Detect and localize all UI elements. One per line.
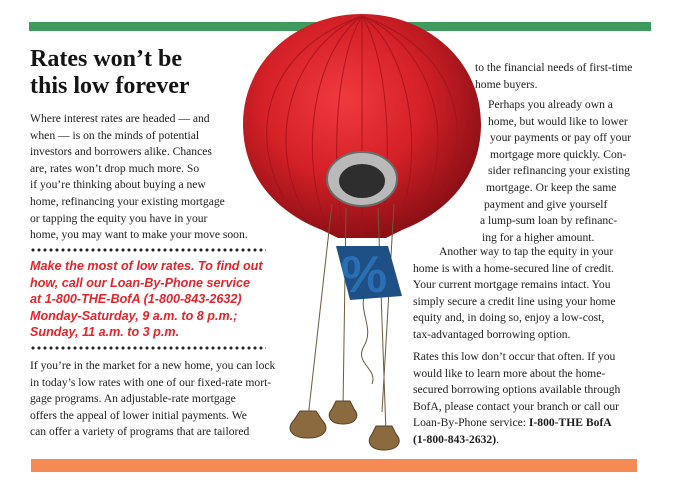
sandbag-icon xyxy=(369,426,399,450)
promo-line: Monday-Saturday, 9 a.m. to 8 p.m.; xyxy=(30,308,238,323)
headline-line-1: Rates won’t be xyxy=(30,46,182,72)
percent-icon xyxy=(336,246,402,304)
fixed-rate-line: If you’re in the market for a new home, you can lock xyxy=(30,359,276,372)
rates-line: Rates this low don’t occur that often. If you xyxy=(413,350,616,363)
intro-line: Where interest rates are headed — and xyxy=(30,112,210,125)
equity-line: simply secure a credit line using your home xyxy=(413,294,616,308)
fixed-rate-line: offers the appeal of lower initial payments. We xyxy=(30,408,247,422)
fixed-rate-line: in today’s low rates with one of our fixed-rate mort- xyxy=(30,375,272,389)
sandbag-icon xyxy=(290,411,326,438)
refi-line: home, but would like to lower xyxy=(488,114,628,128)
refi-line: mortgage more quickly. Con- xyxy=(490,147,627,161)
promo-line: how, call our Loan-By-Phone service xyxy=(30,275,250,290)
phone-period: . xyxy=(496,432,499,446)
refi-line: mortgage. Or keep the same xyxy=(486,180,617,194)
fixed-rate-line: gage programs. An adjustable-rate mortgage xyxy=(30,392,236,406)
refi-line: sider refinancing your existing xyxy=(488,164,630,178)
refi-line: ing for a higher amount. xyxy=(482,230,595,244)
refi-line: Perhaps you already own a xyxy=(488,98,613,111)
dotted-divider-top xyxy=(30,248,266,252)
phone-vanity: I-800-THE BofA xyxy=(528,416,612,430)
bottom-orange-rule xyxy=(31,459,637,472)
promo-line: Make the most of low rates. To find out xyxy=(30,259,263,273)
first-time-buyers-text xyxy=(475,60,632,93)
promo-line: Sunday, 11 a.m. to 3 p.m. xyxy=(30,325,180,340)
rates-line: Loan-By-Phone service: xyxy=(413,416,529,430)
intro-paragraph xyxy=(30,111,270,244)
rates-line: BofA, please contact your branch or call our xyxy=(413,399,620,413)
equity-line: Your current mortgage remains intact. You xyxy=(413,278,611,292)
sandbag-group xyxy=(290,401,399,450)
rates-line: would like to learn more about the home- xyxy=(413,366,606,380)
refi-line: a lump-sum loan by refinanc- xyxy=(480,214,618,228)
percent-symbol: % xyxy=(340,246,388,304)
phone-number: (1-800-843-2632) xyxy=(413,432,497,446)
headline-line-2: this low forever xyxy=(30,73,190,99)
balloon-opening xyxy=(339,164,385,198)
intro-line: home, refinancing your existing mortgage xyxy=(30,194,225,208)
fixed-rate-line: can offer a variety of programs that are tailored xyxy=(30,425,250,439)
intro-line: if you’re thinking about buying a new xyxy=(30,178,206,192)
refinance-paragraph xyxy=(476,97,631,246)
promo-line: at 1-800-THE-BofA (1-800-843-2632) xyxy=(30,292,242,307)
intro-line: investors and borrowers alike. Chances xyxy=(30,145,212,159)
headline xyxy=(30,46,230,100)
intro-line: or tapping the equity you have in your xyxy=(30,211,208,225)
balloon-ropes xyxy=(308,204,394,433)
equity-line: tax-advantaged borrowing option. xyxy=(413,327,571,341)
dotted-divider-bottom xyxy=(30,346,266,350)
equity-line: equity and, in doing so, enjoy a low-cost, xyxy=(413,311,605,325)
sandbag-icon xyxy=(329,401,356,424)
intro-line: are, rates won’t drop much more. So xyxy=(30,161,200,175)
refi-line: your payments or pay off your xyxy=(490,131,632,145)
equity-line: home is with a home-secured line of credit. xyxy=(413,261,614,275)
intro-line: home, you may want to make your move soon. xyxy=(30,228,248,242)
hot-air-balloon-illustration xyxy=(236,8,488,456)
right-line: home buyers. xyxy=(475,77,538,91)
right-line: to the financial needs of first-time xyxy=(475,61,633,74)
rates-line: secured borrowing options available through xyxy=(413,383,621,397)
refi-line: payment and give yourself xyxy=(484,197,608,211)
equity-line: Another way to tap the equity in your xyxy=(439,245,614,258)
intro-line: when — is on the minds of potential xyxy=(30,128,200,142)
